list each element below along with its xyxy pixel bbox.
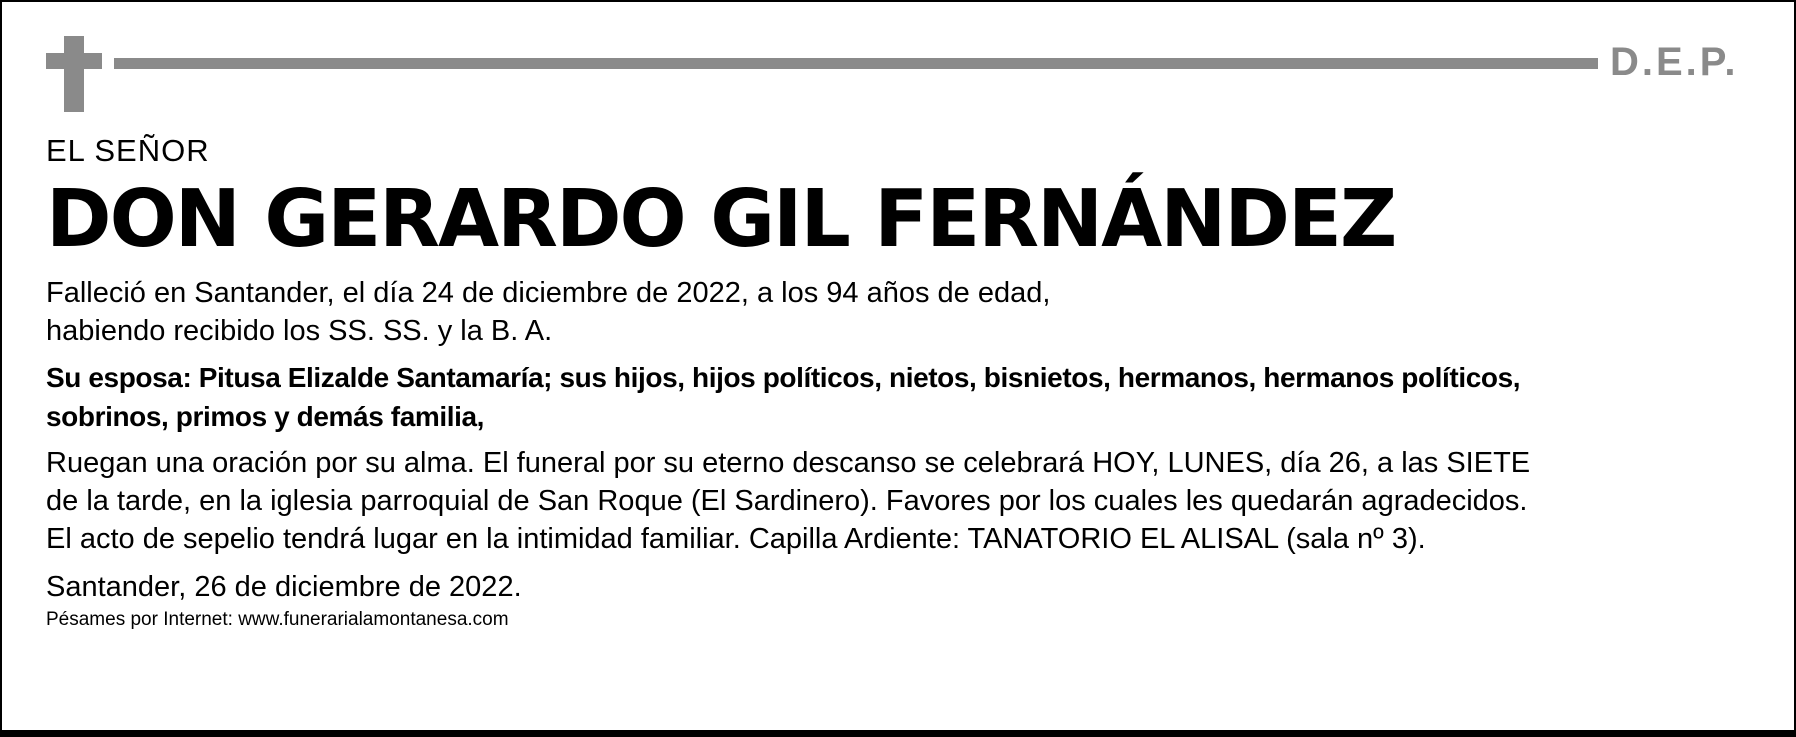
dep-label: D.E.P. (1610, 40, 1739, 84)
text-line: Su esposa: Pitusa Elizalde Santamaría; sus hijos, hijos políticos, nietos, bisnietos, hermanos, hermanos políticos, (46, 362, 1521, 393)
text-line: habiendo recibido los SS. SS. y la B. A. (46, 315, 553, 347)
honorific-prefix: EL SEÑOR (46, 133, 210, 168)
notice-content (46, 132, 1756, 632)
cross-horizontal-bar (46, 53, 102, 69)
text-line: El acto de sepelio tendrá lugar en la intimidad familiar. Capilla Ardiente: TANATORIO EL ALISAL (sala nº 3). (46, 523, 1426, 555)
text-line: Ruegan una oración por su alma. El funeral por su eterno descanso se celebrará HOY, LUNES, día 26, a las SIETE (46, 447, 1531, 479)
internet-condolences: Pésames por Internet: www.funerarialamontanesa.com (46, 609, 509, 630)
place-date: Santander, 26 de diciembre de 2022. (46, 571, 522, 603)
deceased-name: DON GERARDO GIL FERNÁNDEZ (46, 173, 1396, 265)
text-line: sobrinos, primos y demás familia, (46, 401, 485, 432)
funeral-paragraph (46, 444, 1756, 558)
family-paragraph (46, 358, 1756, 436)
text-line: de la tarde, en la iglesia parroquial de San Roque (El Sardinero). Favores por los cuales les quedarán agradecidos. (46, 485, 1528, 517)
header-rule (114, 58, 1598, 69)
notice-header (46, 36, 1746, 116)
death-paragraph (46, 274, 1756, 350)
text-line: Falleció en Santander, el día 24 de diciembre de 2022, a los 94 años de edad, (46, 277, 1051, 309)
cross-vertical-bar (64, 36, 84, 112)
